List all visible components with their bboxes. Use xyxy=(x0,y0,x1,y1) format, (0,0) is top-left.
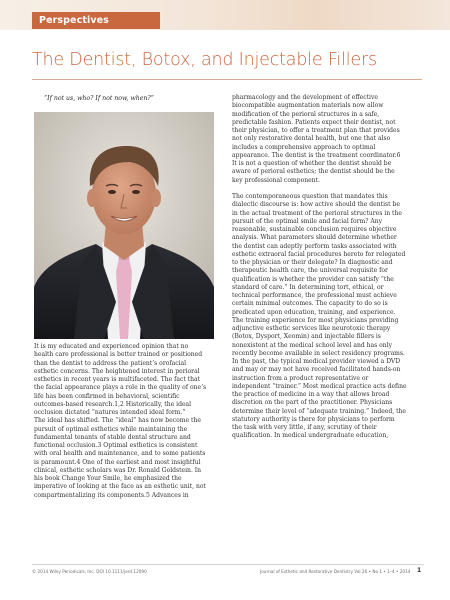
body-line: outcomes-based research.1,2 Historically, the ideal xyxy=(34,400,192,408)
left-column xyxy=(34,343,214,500)
footer-copyright: © 2014 Wiley Periodicals, Inc. DOI 10.1111/jerd.12090 xyxy=(32,569,147,574)
body-line: modification of the perioral structures in a safe, xyxy=(232,110,380,118)
body-line: occlusion dictated “natures intended ideal form.” xyxy=(34,409,186,416)
footer-journal-citation: Journal of Esthetic and Restorative Dentistry Vol 26 • No 1 • 1–4 • 2014 xyxy=(260,569,411,574)
paragraph-gap xyxy=(232,185,422,193)
author-portrait xyxy=(34,112,214,339)
body-line: instruction from a product representative or xyxy=(232,374,369,382)
footer-divider xyxy=(32,564,424,565)
body-line: in the actual treatment of the perioral structures in the xyxy=(232,209,402,217)
body-line: his book Change Your Smile, he emphasized the xyxy=(34,475,182,482)
body-line: esthetic extraoral facial procedures hereto for relegated xyxy=(232,250,406,258)
body-line: the task with very little, if any, scrutiny of their xyxy=(232,424,377,431)
body-line: The ideal has shifted. The “ideal” has now become the xyxy=(34,417,201,425)
body-line: qualification. In medical undergraduate education, xyxy=(232,432,389,440)
title-divider xyxy=(32,79,422,80)
body-line: nonexistent at the medical school level and has only xyxy=(232,341,393,349)
body-line: life has been confirmed in behavioral, scientific xyxy=(34,392,180,400)
body-line: analysis. What parameters should determine whether xyxy=(232,234,397,242)
body-line: independent “trainer.” Most medical practice acts define xyxy=(232,382,407,390)
body-line: biocompatible augmentation materials now allow xyxy=(232,102,384,110)
body-line: their physician, to offer a treatment plan that provides xyxy=(232,127,400,134)
body-line: statutory authority is there for physicians to perform xyxy=(232,415,395,423)
section-label: Perspectives xyxy=(32,12,160,29)
body-line: therapeutic health care, the universal requisite for xyxy=(232,267,388,275)
body-line: pharmacology and the development of effective xyxy=(232,94,378,101)
body-line: the practice of medicine in a way that allows broad xyxy=(232,391,390,398)
body-line: imperative of looking at the face as an esthetic unit, not xyxy=(34,483,206,491)
body-line: The training experience for most physicians providing xyxy=(232,316,399,324)
body-line: pursuit of optimal esthetics while maintaining the xyxy=(34,425,188,433)
body-line: predicated upon education, training, and experience. xyxy=(232,308,396,316)
body-line: is paramount.4 One of the earliest and most insightful xyxy=(34,458,201,466)
body-line: health care professional is better trained or positioned xyxy=(34,351,203,359)
body-line: functional occlusion.3 Optimal esthetics is consistent xyxy=(34,442,198,449)
body-line: technical performance, the professional must achieve xyxy=(232,292,397,299)
body-line: to the physician or their delegate? In diagnostic and xyxy=(232,259,393,266)
body-line: standard of care.” In determining tort, ethical, or xyxy=(232,283,384,291)
portrait-image xyxy=(34,112,214,339)
body-line: not only restorative dental health, but one that also xyxy=(232,135,391,143)
body-line: the dentist can adeptly perform tasks associated with xyxy=(232,242,397,250)
body-line: pursuit of the optimal smile and facial form? Any xyxy=(232,217,383,225)
body-line: clinical, esthetic scholars was Dr. Ronald Goldstein. In xyxy=(34,466,202,474)
body-line: predictable fashion. Patients expect their dentist, not xyxy=(232,118,396,126)
body-line: than the dentist to address the patient’s orofacial xyxy=(34,359,187,367)
body-line: includes a comprehensive approach to optimal xyxy=(232,143,376,151)
body-line: It is not a question of whether the dentist should be xyxy=(232,160,392,167)
body-line: esthetics in recent years is multifaceted. The fact that xyxy=(34,376,201,383)
body-line: In the past, the typical medical provider viewed a DVD xyxy=(232,358,401,365)
epigraph: “If not us, who? If not now, when?” xyxy=(44,95,154,102)
page-number: 1 xyxy=(417,567,422,574)
body-line: qualification is whether the provider can satisfy “the xyxy=(232,275,394,283)
body-line: esthetic concerns. The heightened interest in perioral xyxy=(34,367,200,375)
body-line: discretion on the part of the practitioner. Physicians xyxy=(232,399,393,407)
body-line: It is my educated and experienced opinion that no xyxy=(34,343,189,350)
body-line: key professional component. xyxy=(232,176,320,184)
body-line: adjunctive esthetic services like neurotoxic therapy xyxy=(232,325,391,332)
body-line: (Botox, Dysport, Xeomin) and injectable fillers is xyxy=(232,333,381,341)
body-line: dialectic discourse is: how active should the dentist be xyxy=(232,201,400,209)
body-line: fundamental tenants of stable dental structure and xyxy=(34,433,191,441)
body-line: and may or may not have received facilitated hands-on xyxy=(232,366,401,374)
body-line: recently become available in select residency programs. xyxy=(232,349,405,357)
body-line: reasonable, sustainable conclusion requires objective xyxy=(232,226,397,233)
body-line: with oral health and maintenance, and to some patients xyxy=(34,450,206,458)
body-line: certain minimal outcomes. The capacity to do so is xyxy=(232,300,388,308)
right-column xyxy=(232,94,422,441)
body-line: The contemporaneous question that mandates this xyxy=(232,193,388,200)
article-title: The Dentist, Botox, and Injectable Fillers xyxy=(32,50,377,70)
body-line: compartmentalizing its components.5 Advances in xyxy=(34,491,189,499)
body-line: appearance. The dentist is the treatment coordinator.6 xyxy=(232,151,401,159)
body-line: the facial appearance plays a role in the quality of one’s xyxy=(34,384,207,392)
body-line: aware of perioral esthetics; the dentist should be the xyxy=(232,168,395,176)
body-line: determine their level of “adequate training.” Indeed, the xyxy=(232,407,406,415)
